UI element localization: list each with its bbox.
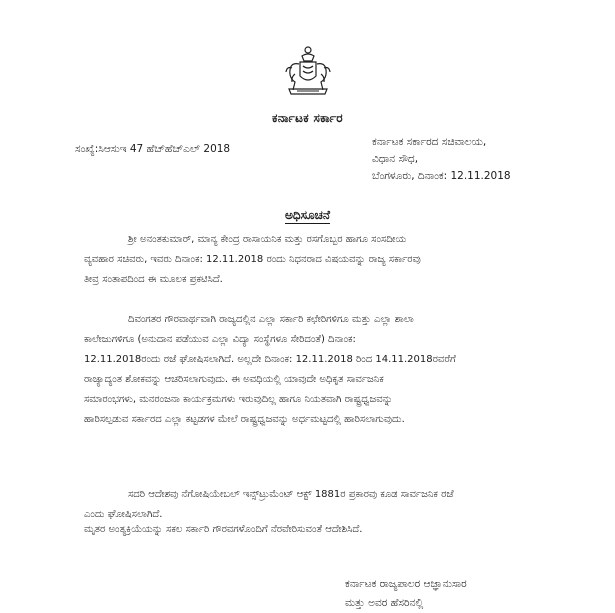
address-line: ವಿಧಾನ ಸೌಧ, bbox=[372, 153, 419, 165]
address-date-line: ಬೆಂಗಳೂರು, ದಿನಾಂಕ: 12.11.2018 bbox=[372, 170, 511, 182]
paragraph-announcement bbox=[84, 230, 542, 290]
reference-number: ಸಂಖ್ಯೆ:ಸಿಆಸುಇ 47 ಹೆಚ್‌ಹೆಚ್‌ಎಲ್ 2018 bbox=[75, 143, 231, 155]
paragraph-line: ವ್ಯವಹಾರ ಸಚಿವರು, ಇವರು ದಿನಾಂಕ: 12.11.2018 ರಂದು ನಿಧನರಾದ ವಿಷಯವನ್ನು ರಾಜ್ಯ ಸರ್ಕಾರವು bbox=[84, 254, 421, 265]
government-title: ಕರ್ನಾಟಕ ಸರ್ಕಾರ bbox=[272, 111, 343, 125]
address-line: ಕರ್ನಾಟಕ ಸರ್ಕಾರದ ಸಚಿವಾಲಯ, bbox=[372, 136, 487, 148]
paragraph-line: ಎಂದು ಘೋಷಿಸಲಾಗಿದೆ. bbox=[84, 509, 163, 520]
paragraph-line: ಶ್ರೀ ಅನಂತಕುಮಾರ್, ಮಾನ್ಯ ಕೇಂದ್ರ ರಾಸಾಯನಿಕ ಮತ್ತು ರಸಗೊಬ್ಬರ ಹಾಗೂ ಸಂಸದೀಯ bbox=[128, 234, 407, 245]
notice-title-text: ಅಧಿಸೂಚನೆ bbox=[284, 208, 331, 222]
paragraph-line: ತೀವ್ರ ಸಂತಾಪದಿಂದ ಈ ಮೂಲಕ ಪ್ರಕಟಿಸಿದೆ. bbox=[84, 274, 223, 285]
paragraph-line: ಸಮಾರಂಭಗಳು, ಮನರಂಜನಾ ಕಾರ್ಯಕ್ರಮಗಳು ಇರುವುದಿಲ್ಲ ಹಾಗೂ ನಿಯತವಾಗಿ ರಾಷ್ಟ್ರಧ್ವಜವನ್ನು bbox=[84, 394, 393, 405]
paragraph-line: ಕಾಲೇಜುಗಳಿಗೂ (ಅನುದಾನ ಪಡೆಯುವ ಎಲ್ಲಾ ವಿದ್ಯಾ ಸಂಸ್ಥೆಗಳೂ ಸೇರಿದಂತೆ) ದಿನಾಂಕ: bbox=[84, 334, 356, 345]
signature-block bbox=[345, 575, 467, 613]
address-block bbox=[372, 134, 511, 185]
signature-line: ಮತ್ತು ಅವರ ಹೆಸರಿನಲ್ಲಿ bbox=[345, 597, 424, 609]
paragraph-holiday-mourning bbox=[84, 310, 542, 430]
paragraph-public-holiday bbox=[84, 485, 542, 525]
paragraph-line: ಮೃತರ ಅಂತ್ಯಕ್ರಿಯೆಯನ್ನು ಸಕಲ ಸರ್ಕಾರಿ ಗೌರವಗಳೊಂದಿಗೆ ನೆರವೇರಿಸುವಂತೆ ಆದೇಶಿಸಿದೆ. bbox=[84, 524, 363, 535]
paragraph-line: ರಾಜ್ಯಾದ್ಯಂತ ಶೋಕವನ್ನು ಆಚರಿಸಲಾಗುವುದು. ಈ ಅವಧಿಯಲ್ಲಿ ಯಾವುದೇ ಅಧಿಕೃತ ಸಾರ್ವಜನಿಕ bbox=[84, 374, 384, 385]
paragraph-line: ದಿವಂಗತರ ಗೌರವಾರ್ಥವಾಗಿ ರಾಜ್ಯದಲ್ಲಿನ ಎಲ್ಲಾ ಸರ್ಕಾರಿ ಕಛೇರಿಗಳಿಗೂ ಮತ್ತು ಎಲ್ಲಾ ಶಾಲಾ bbox=[128, 314, 414, 325]
signature-line: ಕರ್ನಾಟಕ ರಾಜ್ಯಪಾಲರ ಆಜ್ಞಾನುಸಾರ bbox=[345, 578, 467, 590]
karnataka-state-emblem-icon bbox=[283, 44, 333, 98]
paragraph-line: ಸದರಿ ಆದೇಶವು ನೆಗೋಷಿಯೇಬಲ್ ಇನ್ಸ್‌ಟ್ರುಮೆಂಟ್ ಆಕ್ಟ್ 1881ರ ಪ್ರಕಾರವು ಕೂಡ ಸಾರ್ವಜನಿಕ ರಜೆ bbox=[128, 489, 454, 500]
paragraph-funeral-honours bbox=[84, 520, 542, 540]
paragraph-line: ಹಾರಿಸಲ್ಪಡುವ ಸರ್ಕಾರದ ಎಲ್ಲಾ ಕಟ್ಟಡಗಳ ಮೇಲೆ ರಾಷ್ಟ್ರಧ್ವಜವನ್ನು ಅರ್ಧಮಟ್ಟದಲ್ಲಿ ಹಾರಿಸಲಾಗುವುದು. bbox=[84, 414, 405, 425]
notice-title bbox=[0, 208, 615, 223]
paragraph-line: 12.11.2018ರಂದು ರಜೆ ಘೋಷಿಸಲಾಗಿದೆ. ಅಲ್ಲದೇ ದಿನಾಂಕ: 12.11.2018 ರಿಂದ 14.11.2018ರವರೆಗೆ bbox=[84, 354, 456, 365]
